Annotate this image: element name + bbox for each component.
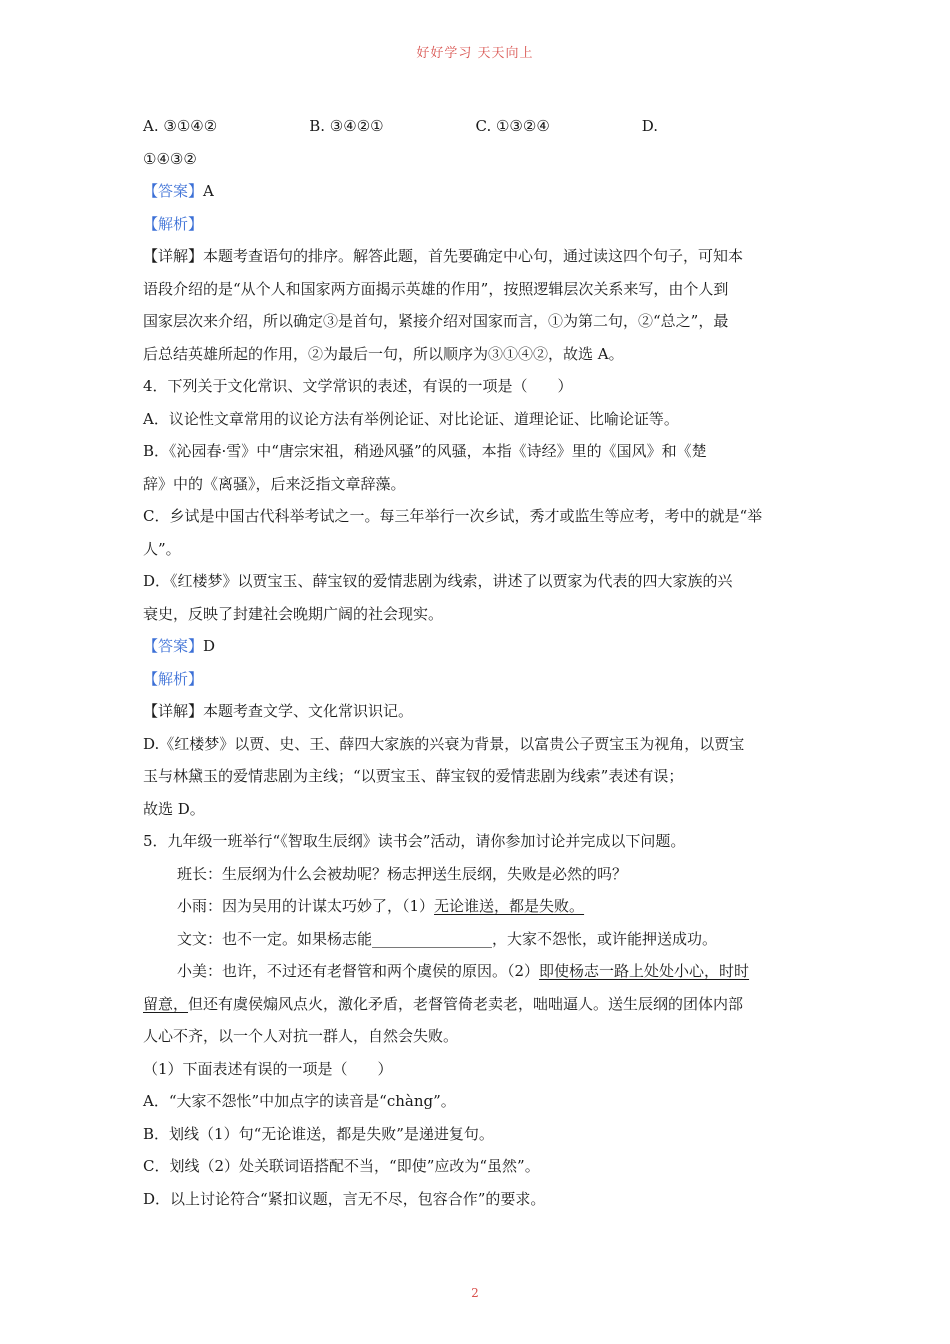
q3-detail-line: 国家层次来介绍，所以确定③是首句，紧接介绍对国家而言，①为第二句，②“总之”，最 — [143, 312, 729, 330]
xiaoyu-text: 小雨：因为吴用的计谋太巧妙了，（1） — [177, 897, 435, 915]
q4-detail-line: 故选 D。 — [143, 799, 205, 818]
answer-value: D — [203, 637, 216, 655]
q5-xiaoyu-line — [143, 890, 808, 923]
q3-option-c: C. ①③②④ — [475, 117, 550, 135]
xiaomei-text: 小美：也许，不过还有老督管和两个虞侯的原因。（2） — [177, 962, 540, 980]
underlined-sentence-2-end: 留意， — [143, 994, 189, 1013]
q5-sub-question-1: （1）下面表述有误的一项是（ ） — [143, 1059, 393, 1078]
q4-line: 辞》中的《离骚》，后来泛指文章辞藻。 — [143, 474, 406, 493]
q3-option-a: A. ③①④② — [143, 117, 218, 135]
q3-analysis-label: 【解析】 — [143, 214, 204, 233]
q5-xiaomei-line-2 — [143, 988, 808, 1021]
q4-line: 衰史，反映了封建社会晚期广阔的社会现实。 — [143, 604, 444, 623]
q3-option-d: D. — [641, 117, 659, 135]
q5-option-d: D．以上讨论符合“紧扣议题，言无不尽，包容合作”的要求。 — [143, 1189, 546, 1208]
q5-wenwen-line — [143, 923, 808, 956]
q5-option-a: A．“大家不怨怅”中加点字的读音是“chàng”。 — [143, 1092, 456, 1110]
q4-detail-line: 玉与林黛玉的爱情悲剧为主线；“以贾宝玉、薛宝钗的爱情悲剧为线索”表述有误； — [143, 767, 684, 785]
q4-line: C．乡试是中国古代科举考试之一。每三年举行一次乡试，秀才或监生等应考，考中的就是“举 — [143, 507, 763, 525]
q5-option-c: C．划线（2）处关联词语搭配不当，“即使”应改为“虽然”。 — [143, 1157, 540, 1175]
answer-label: 【答案】 — [143, 182, 204, 200]
q3-answer — [143, 175, 808, 208]
q3-option-b: B. ③④②① — [309, 117, 384, 135]
q5-stem: 5．九年级一班举行“《智取生辰纲》读书会”活动，请你参加讨论并完成以下问题。 — [143, 832, 686, 850]
q5-option-b: B．划线（1）句“无论谁送，都是失败”是递进复句。 — [143, 1124, 494, 1143]
q5-monitor-line: 班长：生辰纲为什么会被劫呢？杨志押送生辰纲，失败是必然的吗？ — [177, 864, 628, 883]
answer-value: A — [203, 182, 214, 200]
q4-analysis-label: 【解析】 — [143, 669, 204, 688]
document-body — [143, 110, 808, 1215]
answer-label: 【答案】 — [143, 637, 204, 655]
underlined-sentence-1: 无论谁送，都是失败。 — [434, 897, 585, 915]
xiaomei-text-b: 但还有虞侯煽风点火，激化矛盾，老督管倚老卖老，咄咄逼人。送生辰纲的团体内部 — [188, 994, 744, 1013]
wenwen-text: 文文：也不一定。如果杨志能 — [177, 929, 373, 948]
q4-detail-line: D.《红楼梦》以贾、史、王、薛四大家族的兴衰为背景，以富贵公子贾宝玉为视角，以贾宝 — [143, 734, 745, 753]
page-number: 2 — [471, 1286, 479, 1300]
q3-options — [143, 110, 808, 143]
q3-option-d-continued: ①④③② — [143, 149, 197, 168]
q4-stem: 4．下列关于文化常识、文学常识的表述，有误的一项是（ ） — [143, 377, 573, 395]
q4-line: D．《红楼梦》以贾宝玉、薛宝钗的爱情悲剧为线索，讲述了以贾家为代表的四大家族的兴 — [143, 572, 733, 590]
q4-answer — [143, 630, 808, 663]
underlined-sentence-2: 即使杨志一路上处处小心，时时 — [539, 962, 750, 980]
q3-detail-line: 语段介绍的是“从个人和国家两方面揭示英雄的作用”，按照逻辑层次关系来写，由个人到 — [143, 279, 729, 298]
q4-line: B．《沁园春·雪》中“唐宗宋祖，稍逊风骚”的风骚，本指《诗经》里的《国风》和《楚 — [143, 442, 707, 460]
q4-line: 人”。 — [143, 539, 181, 558]
q3-detail-line: 【详解】本题考查语句的排序。解答此题，首先要确定中心句，通过读这四个句子，可知本 — [143, 247, 744, 265]
q3-detail-line: 后总结英雄所起的作用，②为最后一句，所以顺序为③①④②，故选 A。 — [143, 344, 624, 363]
fill-blank: ________________ — [372, 929, 493, 948]
wenwen-text-end: ，大家不怨怅，或许能押送成功。 — [492, 929, 718, 948]
q5-xiaomei-line-3: 人心不齐，以一个人对抗一群人，自然会失败。 — [143, 1027, 459, 1045]
q4-line: A．议论性文章常用的议论方法有举例论证、对比论证、道理论证、比喻论证等。 — [143, 409, 679, 428]
page-header: 好好学习 天天向上 — [416, 46, 534, 61]
q5-xiaomei-line — [143, 955, 808, 988]
q4-detail-line: 【详解】本题考查文学、文化常识识记。 — [143, 702, 414, 720]
